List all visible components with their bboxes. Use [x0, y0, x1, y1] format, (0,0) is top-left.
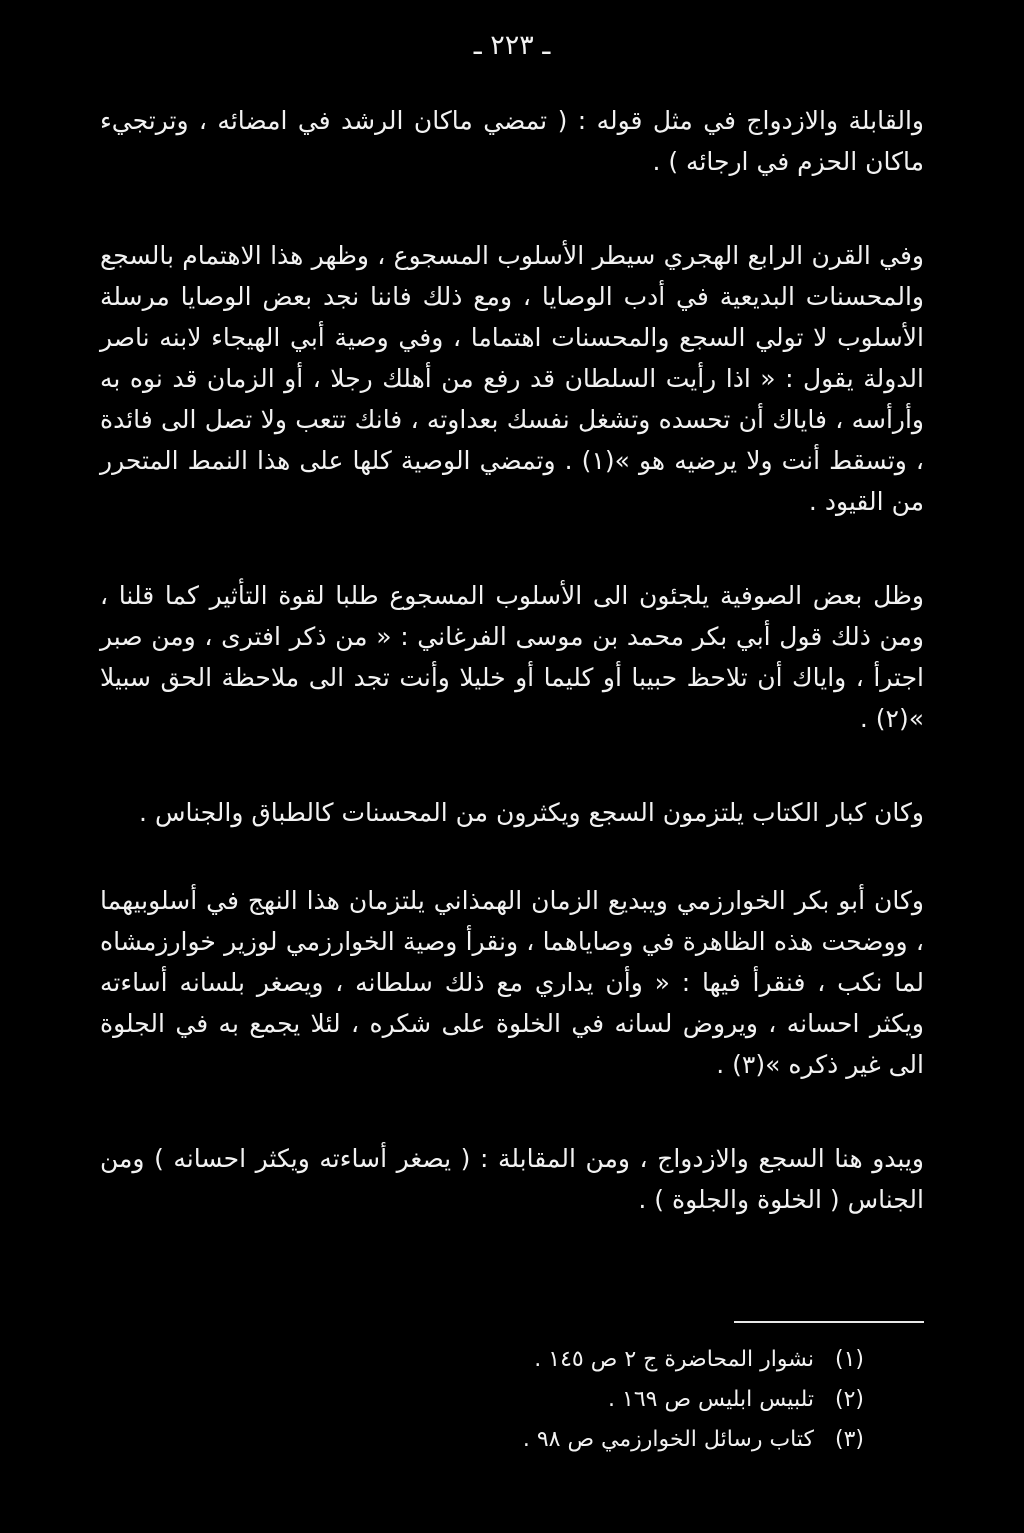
paragraph-5: وكان أبو بكر الخوارزمي ويبديع الزمان الهمذاني يلتزمان هذا النهج في أسلوبيهما ، ووضحت هذه الظاهرة في وصاياهما ، ونقرأ وصية الخوارزمي لوزير خوارزمشاه لما نكب ، فنقرأ فيها : « وأن يداري مع ذلك سلطانه ، ويصغر بلسانه أساءته ويكثر احسانه ، ويروض لسانه في الخلوة على شكره ، لئلا يجمع به في الجلوة الى غير ذكره »(٣) .	[100, 886, 924, 1079]
footnote-divider	[734, 1321, 924, 1323]
paragraph-6: ويبدو هنا السجع والازدواج ، ومن المقابلة : ( يصغر أساءته ويكثر احسانه ) ومن الجناس ( الخلوة والجلوة ) .	[100, 1144, 924, 1214]
paragraph-2: وفي القرن الرابع الهجري سيطر الأسلوب المسجوع ، وظهر هذا الاهتمام بالسجع والمحسنات البديعية في أدب الوصايا ، ومع ذلك فاننا نجد بعض الوصايا مرسلة الأسلوب لا تولي السجع والمحسنات اهتماما ، وفي وصية أبي الهيجاء لابنه ناصر الدولة يقول : « اذا رأيت السلطان قد رفع من أهلك رجلا ، أو الزمان قد نوه به وأرأسه ، فاياك أن تحسده وتشغل نفسك بعداوته ، فانك تتعب ولا تصل الى فائدة ، وتسقط أنت ولا يرضيه هو »(١) . وتمضي الوصية كلها على هذا النمط المتحرر من القيود .	[100, 241, 924, 516]
paragraph-4: وكان كبار الكتاب يلتزمون السجع ويكثرون من المحسنات كالطباق والجناس .	[139, 798, 924, 827]
body-text	[100, 100, 924, 1265]
page-number: ـ ٢٢٣ ـ	[473, 30, 551, 61]
footnote-1	[164, 1340, 864, 1380]
footnote-marker: (٣)	[834, 1427, 864, 1452]
footnote-text: تلبيس ابليس ص ١٦٩ .	[608, 1387, 814, 1412]
paragraph-1: والقابلة والازدواج في مثل قوله : ( تمضي ماكان الرشد في امضائه ، وترتجيء ماكان الحزم في ارجائه ) .	[100, 106, 924, 176]
footnote-marker: (١)	[834, 1347, 864, 1372]
footnote-3	[164, 1420, 864, 1460]
footnote-marker: (٢)	[834, 1387, 864, 1412]
footnote-text: نشوار المحاضرة ج ٢ ص ١٤٥ .	[534, 1347, 814, 1372]
paragraph-3: وظل بعض الصوفية يلجئون الى الأسلوب المسجوع طلبا لقوة التأثير كما قلنا ، ومن ذلك قول أبي بكر محمد بن موسى الفرغاني : « من ذكر افترى ، ومن صبر اجترأ ، واياك أن تلاحظ حبيبا أو كليما أو خليلا وأنت تجد الى ملاحظة الحق سبيلا »(٢) .	[100, 581, 924, 733]
footnote-text: كتاب رسائل الخوارزمي ص ٩٨ .	[522, 1427, 814, 1452]
footnotes-list	[164, 1340, 864, 1460]
footnote-2	[164, 1380, 864, 1420]
